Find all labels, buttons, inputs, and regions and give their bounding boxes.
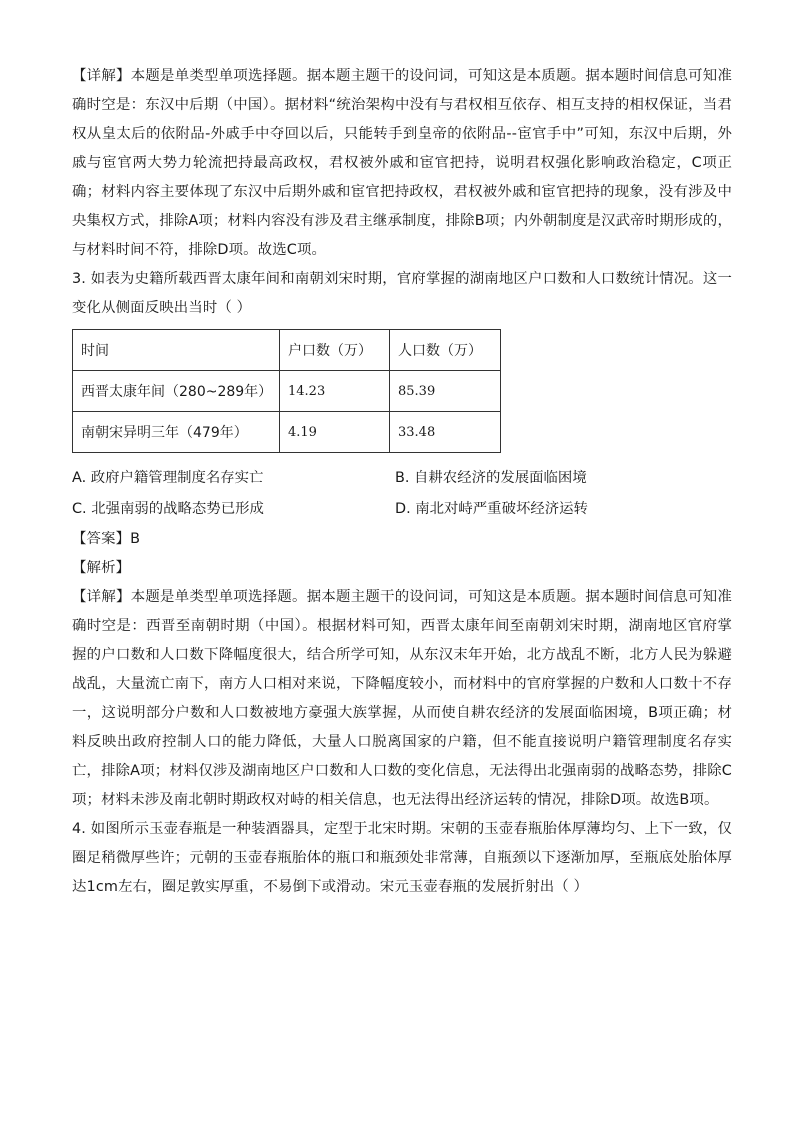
option-a: A. 政府户籍管理制度名存实亡 (72, 470, 264, 486)
q3-options (72, 463, 732, 525)
table-cell: 南朝宋异明三年（479年） (73, 412, 280, 453)
q4-stem: 4. 如图所示玉壶春瓶是一种装酒器具，定型于北宋时期。宋朝的玉壶春瓶胎体厚薄均匀、上下一致，仅圈足稍微厚些许；元朝的玉壶春瓶胎体的瓶口和瓶颈处非常薄，自瓶颈以下逐渐加厚，至瓶底处胎体厚达1cm左右，圈足敦实厚重，不易倒下或滑动。宋元玉壶春瓶的发展折射出（ ） (72, 821, 732, 895)
table-cell: 西晋太康年间（280~289年） (73, 371, 280, 412)
table-header-cell: 人口数（万） (390, 330, 501, 371)
q3-detail-text: 本题是单类型单项选择题。据本题主题干的设问词，可知这是本质题。据本题时间信息可知准确时空是：西晋至南朝时期（中国）。根据材料可知，西晋太康年间至南朝刘宋时期，湖南地区官府掌握的户口数和人口数下降幅度很大，结合所学可知，从东汉末年开始，北方战乱不断，北方人民为躲避战乱，大量流亡南下，南方人口相对来说，下降幅度较小，而材料中的官府掌握的户数和人口数十不存一，这说明部分户数和人口数被地方豪强大族掌握，从而使自耕农经济的发展面临困境，B项正确；材料反映出政府控制人口的能力降低，大量人口脱离国家的户籍，但不能直接说明户籍管理制度名存实亡，排除A项；材料仅涉及湖南地区户口数和人口数的变化信息，无法得出北强南弱的战略态势，排除C项；材料未涉及南北朝时期政权对峙的相关信息，也无法得出经济运转的情况，排除D项。故选B项。 (72, 589, 732, 808)
table-cell: 85.39 (390, 371, 501, 412)
option-b: B. 自耕农经济的发展面临困境 (395, 470, 587, 486)
q2-detail-paragraph (72, 62, 732, 265)
q3-detail-paragraph (72, 583, 732, 815)
table-row (73, 371, 501, 412)
document-page (72, 62, 732, 902)
q3-stem: 3. 如表为史籍所载西晋太康年间和南朝刘宋时期，官府掌握的湖南地区户口数和人口数统计情况。这一变化从侧面反映出当时（ ） (72, 271, 732, 316)
table-cell: 33.48 (390, 412, 501, 453)
q3-detail-label: 【详解】 (72, 589, 131, 605)
table-header-row (73, 330, 501, 371)
table-cell: 4.19 (280, 412, 390, 453)
table-cell: 14.23 (280, 371, 390, 412)
option-d: D. 南北对峙严重破坏经济运转 (395, 501, 588, 517)
table-header-cell: 时间 (73, 330, 280, 371)
q2-detail-text: 本题是单类型单项选择题。据本题主题干的设问词，可知这是本质题。据本题时间信息可知准确时空是：东汉中后期（中国）。据材料“统治架构中没有与君权相互依存、相互支持的相权保证，当君权从皇太后的依附品-外戚手中夺回以后，只能转手到皇帝的依附品--宦官手中”可知，东汉中后期，外戚与宦官两大势力轮流把持最高政权，君权被外戚和宦官把持，说明君权强化影响政治稳定，C项正确；材料内容主要体现了东汉中后期外戚和宦官把持政权，君权被外戚和宦官把持的现象，没有涉及中央集权方式，排除A项；材料内容没有涉及君主继承制度，排除B项；内外朝制度是汉武帝时期形成的，与材料时间不符，排除D项。故选C项。 (72, 68, 732, 258)
q3-data-table (72, 329, 501, 453)
q2-detail-label: 【详解】 (72, 68, 131, 84)
q3-answer: 【答案】B (72, 531, 141, 547)
table-header-cell: 户口数（万） (280, 330, 390, 371)
table-row (73, 412, 501, 453)
q3-analysis-label: 【解析】 (72, 560, 131, 576)
option-c: C. 北强南弱的战略态势已形成 (72, 501, 264, 517)
